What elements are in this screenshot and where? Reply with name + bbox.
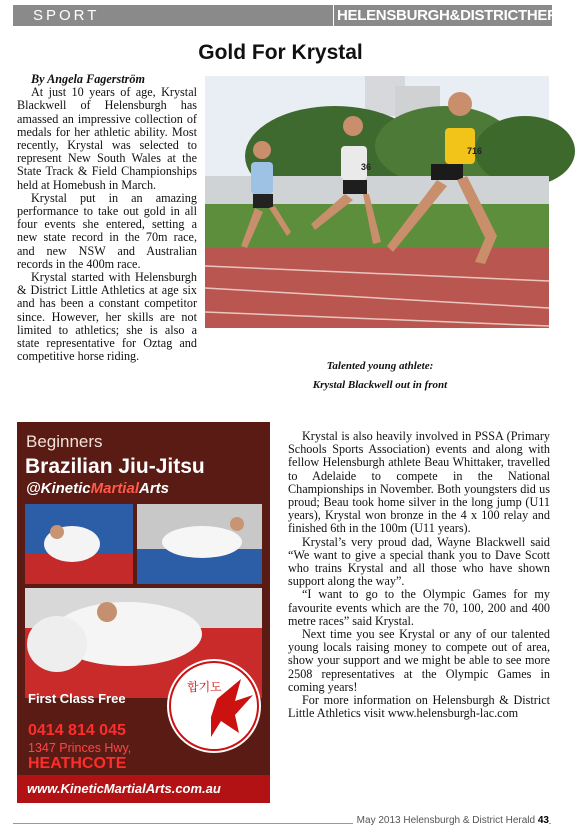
ad-suburb: HEATHCOTE — [28, 755, 127, 772]
bib-number: 36 — [361, 162, 372, 172]
ad-phone: 0414 814 045 — [28, 722, 126, 739]
ad-footer — [17, 775, 270, 803]
article-paragraph: “I want to go to the Olympic Games for my favourite events which are the 70, 100, 200 and 400 metre races” said Krystal. — [288, 587, 550, 628]
ad-address: 1347 Princes Hwy, — [28, 741, 132, 755]
article-paragraph: Krystal started with Helensburgh & District Little Athletics at age six and has been a constant competitor since. However, her skills are not limited to athletics; she is also a state representative for Oztag and competitive horse riding. — [17, 270, 197, 364]
article-byline: By Angela Fagerström — [31, 72, 145, 86]
article-right-column — [288, 430, 550, 720]
page-number: 43 — [537, 815, 549, 826]
caption-line: Talented young athlete: — [326, 360, 434, 372]
ad-beginners-label: Beginners — [26, 432, 103, 451]
svg-text:합기도: 합기도 — [187, 680, 222, 694]
ad-website: www.KineticMartialArts.com.au — [27, 781, 221, 796]
article-paragraph: Krystal’s very proud dad, Wayne Blackwell said “We want to give a special thank you to Dave Scott who trains Krystal and all those who have shown support along the way”. — [288, 534, 550, 589]
article-paragraph: Krystal is also heavily involved in PSSA (Primary Schools Sports Association) events and along with fellow Helensburgh athlete Beau Whittaker, travelled to Adelaide to compete in the National Championships in November. Both youngsters did us proud; Beau took home silver in the long jump (U11 years), Krystal won bronze in the 4 x 100 relay and finished 6th in the 100m (U11 years). — [288, 429, 550, 536]
ad-offer: First Class Free — [28, 691, 126, 706]
article-paragraph: Krystal put in an amazing performance to take out gold in all four events she entered, setting a new state record in the 70m race, and new NSW and Australian records in the 400m race. — [17, 190, 197, 271]
photo-caption — [300, 357, 460, 395]
bib-number: 716 — [467, 146, 483, 156]
hapkido-logo-icon — [165, 657, 263, 755]
article-paragraph: Next time you see Krystal or any of our talented young locals raising money to compete out of area, show your support and we might be able to see more 2508 representatives at the Olympic Games in coming years! — [288, 627, 550, 694]
martial-arts-advertisement — [17, 422, 270, 803]
page-footer — [353, 815, 549, 826]
footer-issue: May 2013 Helensburgh & District Herald — [356, 815, 536, 826]
article-left-column — [17, 73, 197, 363]
article-paragraph: At just 10 years of age, Krystal Blackwell of Helensburgh has amassed an impressive collection of medals for her athletic ability. Most recently, Krystal was selected to represent New South Wales at the State Track & Field Championships held at Homebush in March. — [17, 85, 197, 192]
article-headline: Gold For Krystal — [198, 41, 363, 64]
section-banner — [13, 5, 333, 26]
masthead-banner — [334, 5, 588, 26]
caption-line: Krystal Blackwell out in front — [312, 379, 448, 391]
ad-headline: Brazilian Jiu-Jitsu — [25, 455, 205, 478]
article-paragraph: For more information on Helensburgh & District Little Athletics visit www.helensburgh-lac.com — [288, 693, 550, 721]
ad-brand: @KineticMartialArts — [26, 480, 170, 497]
article-photo — [205, 76, 549, 328]
masthead-title: HELENSBURGH&DISTRICTHERALD — [337, 7, 588, 24]
section-label: SPORT — [33, 7, 100, 24]
